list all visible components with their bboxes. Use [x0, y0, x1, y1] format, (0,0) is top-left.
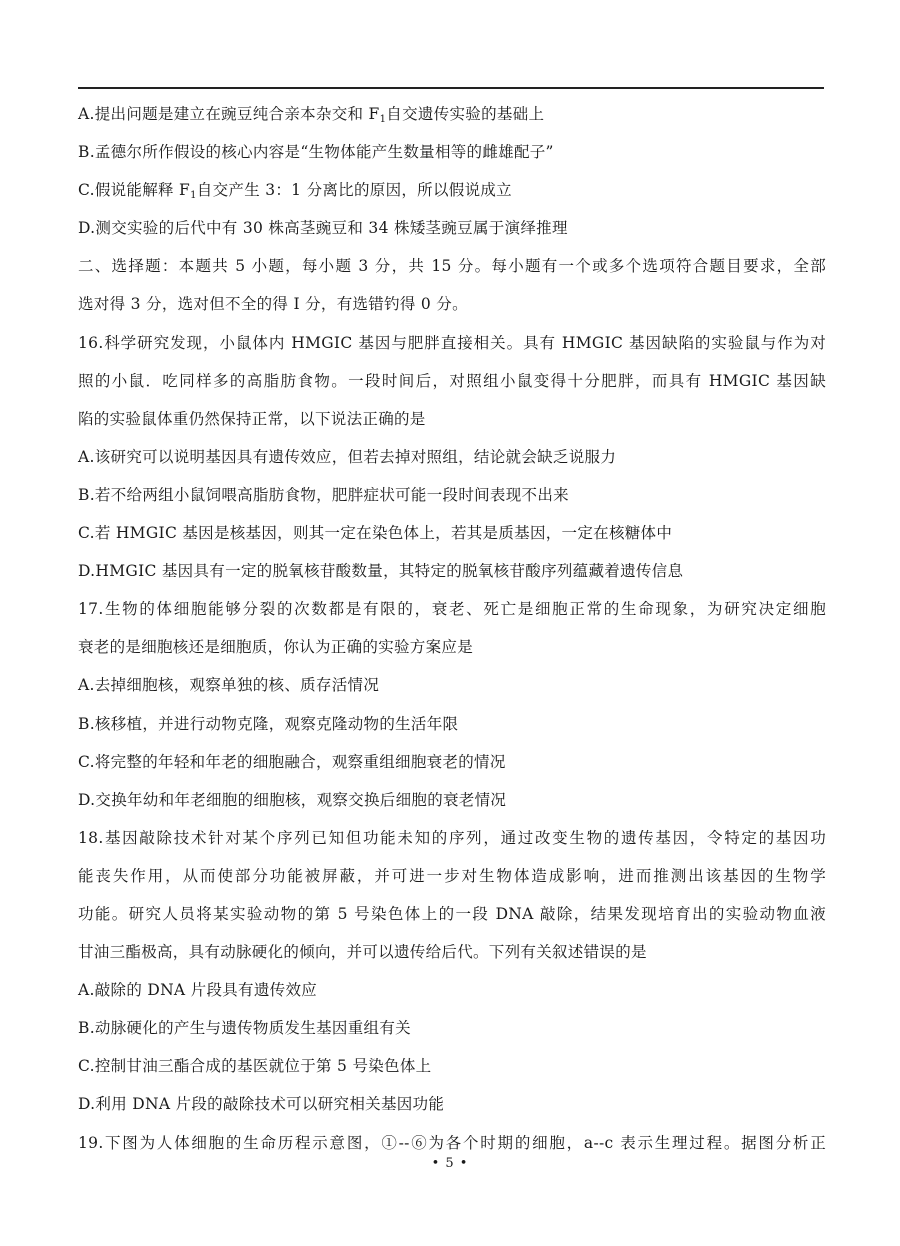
text-line-q16-a: A.该研究可以说明基因具有遗传效应，但若去掉对照组，结论就会缺乏说服力	[78, 447, 617, 466]
text-line-q18-b: B.动脉硬化的产生与遗传物质发生基因重组有关	[78, 1019, 411, 1038]
text-line-q16-b: B.若不给两组小鼠饲喂高脂肪食物，肥胖症状可能一段时间表现不出来	[78, 485, 569, 504]
text-line-q16-2: 照的小鼠．吃同样多的高脂肪食物。一段时间后，对照组小鼠变得十分肥胖，而具有 HMGIC 基因缺	[78, 371, 826, 390]
text-line-q18-c: C.控制甘油三酯合成的基医就位于第 5 号染色体上	[78, 1057, 432, 1076]
text-line-q17-c: C.将完整的年轻和年老的细胞融合，观察重组细胞衰老的情况	[78, 752, 506, 771]
exam-page-body	[78, 95, 826, 1162]
text-span: C.假说能解释 F	[78, 181, 191, 200]
text-line-q18-3: 功能。研究人员将某实验动物的第 5 号染色体上的一段 DNA 敲除，结果发现培育出的实验动物血液	[78, 904, 826, 923]
text-line-q17-2: 衰老的是细胞核还是细胞质，你认为正确的实验方案应是	[78, 638, 474, 657]
subscript: 1	[379, 114, 387, 125]
text-line-q16-c: C.若 HMGIC 基因是核基因，则其一定在染色体上，若其是质基因，一定在核糖体中	[78, 524, 673, 543]
text-span: 自交遗传实验的基础上	[386, 105, 545, 123]
text-line-q18-4: 甘油三酯极高，具有动脉硬化的倾向，并可以遗传给后代。下列有关叙述错误的是	[78, 943, 647, 962]
text-line-q18-2: 能丧失作用，从而使部分功能被屏蔽，并可进一步对生物体造成影响，进而推测出该基因的生物学	[78, 866, 826, 885]
text-line-q15-b: B.孟德尔所作假设的核心内容是“生物体能产生数量相等的雌雄配子”	[78, 143, 554, 162]
text-line-q16-d: D.HMGIC 基因具有一定的脱氧核苷酸数量，其特定的脱氧核苷酸序列蕴藏着遗传信息	[78, 562, 684, 581]
top-rule	[78, 87, 824, 89]
page-number: • 5 •	[431, 1156, 469, 1171]
text-line-q18-1: 18.基因敲除技术针对某个序列已知但功能未知的序列，通过改变生物的遗传基因，令特定的基因功	[78, 828, 826, 847]
text-line-q16-1: 16.科学研究发现，小鼠体内 HMGIC 基因与肥胖直接相关。具有 HMGIC 基因缺陷的实验鼠与作为对	[78, 333, 826, 352]
text-line-section2-2: 选对得 3 分，选对但不全的得 I 分，有选错钓得 0 分。	[78, 295, 468, 314]
text-line-q15-d: D.测交实验的后代中有 30 株高茎豌豆和 34 株矮茎豌豆属于演绎推理	[78, 219, 568, 238]
text-span: A.提出问题是建立在豌豆纯合亲本杂交和 F	[78, 105, 380, 123]
text-line-q17-a: A.去掉细胞核，观察单独的核、质存活情况	[78, 676, 380, 695]
text-line-q18-a: A.敲除的 DNA 片段具有遗传效应	[78, 981, 318, 1000]
subscript: 1	[190, 190, 197, 202]
text-line-q17-d: D.交换年幼和年老细胞的细胞核，观察交换后细胞的衰老情况	[78, 790, 507, 809]
text-span: 自交产生 3：1 分离比的原因，所以假说成立	[196, 181, 512, 200]
text-line-q17-b: B.核移植，并进行动物克隆，观察克隆动物的生活年限	[78, 714, 459, 733]
text-line-section2-1: 二、选择题：本题共 5 小题，每小题 3 分，共 15 分。每小题有一个或多个选项符合题目要求，全部	[78, 257, 826, 276]
text-line-q16-3: 陷的实验鼠体重仍然保持正常，以下说法正确的是	[78, 409, 426, 428]
text-line-q15-c	[78, 171, 826, 209]
text-line-q18-d: D.利用 DNA 片段的敲除技术可以研究相关基因功能	[78, 1095, 445, 1114]
text-line-q19-1: 19.下图为人体细胞的生命历程示意图，①--⑥为各个时期的细胞，a--c 表示生理过程。据图分析正	[78, 1133, 826, 1152]
text-line-q17-1: 17.生物的体细胞能够分裂的次数都是有限的，衰老、死亡是细胞正常的生命现象，为研究决定细胞	[78, 600, 826, 619]
text-line-q15-a	[78, 95, 826, 133]
